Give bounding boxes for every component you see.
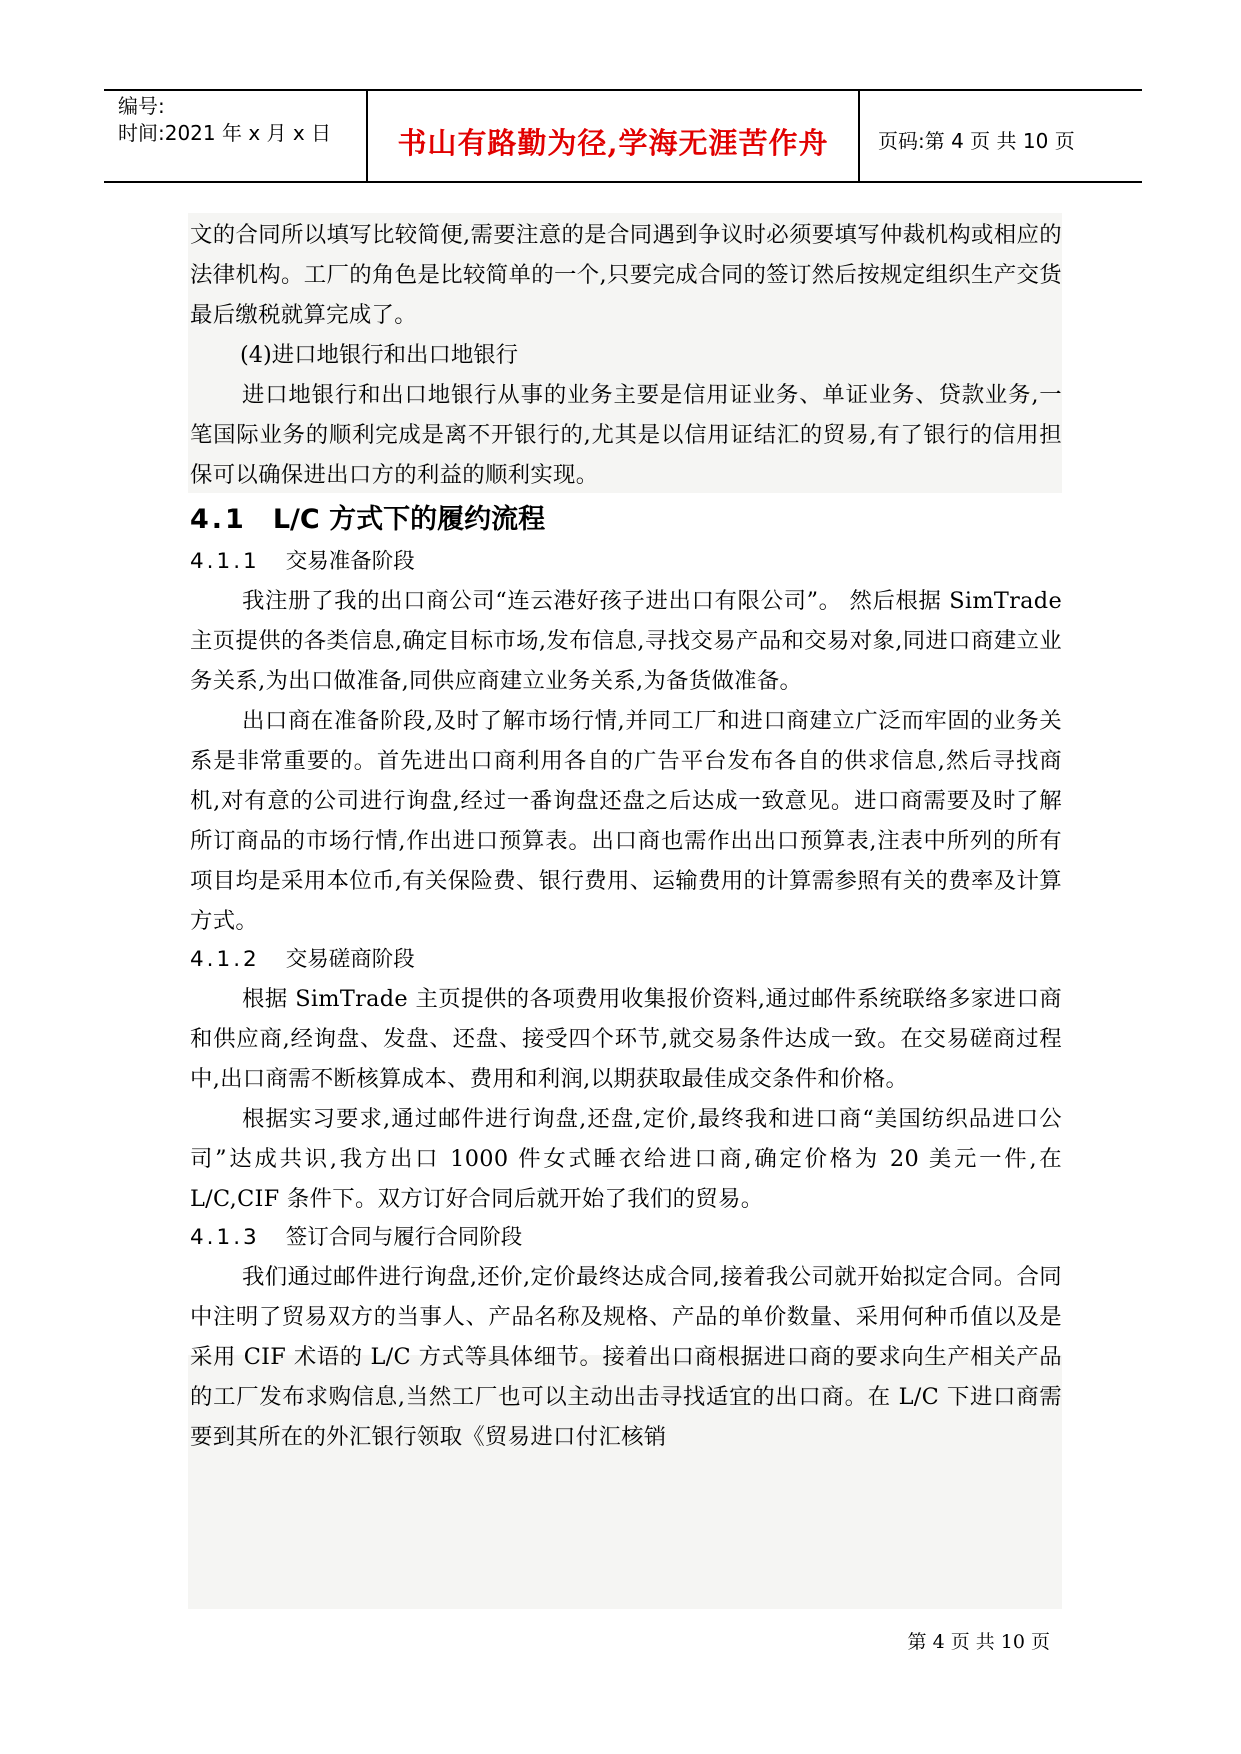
paragraph-contract-signing: 我们通过邮件进行询盘,还价,定价最终达成合同,接着我公司就开始拟定合同。合同中注明了贸易双方的当事人、产品名称及规格、产品的单价数量、采用何种币值以及是采用 CIF 术语的 L/C 方式等具体细节。接着出口商根据进口商的要求向生产相关产品的工厂发布求购信息,当然工厂也可以主动出击寻找适宜的出口商。在 L/C 下进口商需要到其所在的外汇银行领取《贸易进口付汇核销 [190,1264,1062,1450]
section-number: 4.1 [190,504,247,535]
paragraph-negotiation: 根据 SimTrade 主页提供的各项费用收集报价资料,通过邮件系统联络多家进口商和供应商,经询盘、发盘、还盘、接受四个环节,就交易条件达成一致。在交易磋商过程中,出口商需不断核算成本、费用和利润,以期获取最佳成交条件和价格。 [190,986,1062,1092]
section-number: 4.1.3 [190,1225,260,1250]
section-title: L/C 方式下的履约流程 [272,504,546,535]
document-body [190,215,1062,1457]
document-code-label: 编号: [118,94,165,118]
section-title: 交易准备阶段 [285,549,415,574]
paragraph-contract-intro: 文的合同所以填写比较简便,需要注意的是合同遇到争议时必须要填写仲裁机构或相应的法律机构。工厂的角色是比较简单的一个,只要完成合同的签订然后按规定组织生产交货最后缴税就算完成了。 [190,222,1062,328]
subheading-banks: (4)进口地银行和出口地银行 [240,342,519,368]
document-time-label: 时间:2021 年 x 月 x 日 [118,121,332,145]
page-header [104,89,1142,183]
header-page-cell [860,91,1142,181]
section-heading-4-1 [190,497,1062,543]
paragraph-registration: 我注册了我的出口商公司“连云港好孩子进出口有限公司”。 然后根据 SimTrade 主页提供的各类信息,确定目标市场,发布信息,寻找交易产品和交易对象,同进口商建立业务关系,为出口做准备,同供应商建立业务关系,为备货做准备。 [190,588,1062,694]
section-heading-4-1-3 [190,1219,1062,1257]
section-heading-4-1-2 [190,941,1062,979]
section-title: 交易磋商阶段 [285,947,415,972]
header-motto: 书山有路勤为径,学海无涯苦作舟 [397,126,829,160]
paragraph-preparation: 出口商在准备阶段,及时了解市场行情,并同工厂和进口商建立广泛而牢固的业务关系是非常重要的。首先进出口商利用各自的广告平台发布各自的供求信息,然后寻找商机,对有意的公司进行询盘,经过一番询盘还盘之后达成一致意见。进口商需要及时了解所订商品的市场行情,作出进口预算表。出口商也需作出出口预算表,注表中所列的所有项目均是采用本位币,有关保险费、银行费用、运输费用的计算需参照有关的费率及计算方式。 [190,708,1062,934]
paragraph-banks: 进口地银行和出口地银行从事的业务主要是信用证业务、单证业务、贷款业务,一笔国际业务的顺利完成是离不开银行的,尤其是以信用证结汇的贸易,有了银行的信用担保可以确保进出口方的利益的顺利实现。 [190,382,1062,488]
page-footer: 第 4 页 共 10 页 [907,1631,1050,1653]
section-number: 4.1.1 [190,549,260,574]
header-page-number: 页码:第 4 页 共 10 页 [878,129,1075,153]
paragraph-agreement: 根据实习要求,通过邮件进行询盘,还盘,定价,最终我和进口商“美国纺织品进口公司”达成共识,我方出口 1000 件女式睡衣给进口商,确定价格为 20 美元一件,在 L/C,CIF 条件下。双方订好合同后就开始了我们的贸易。 [190,1106,1062,1212]
section-heading-4-1-1 [190,543,1062,581]
header-left-cell [104,91,368,181]
header-motto-cell [368,91,860,181]
section-title: 签订合同与履行合同阶段 [285,1225,523,1250]
section-number: 4.1.2 [190,947,260,972]
